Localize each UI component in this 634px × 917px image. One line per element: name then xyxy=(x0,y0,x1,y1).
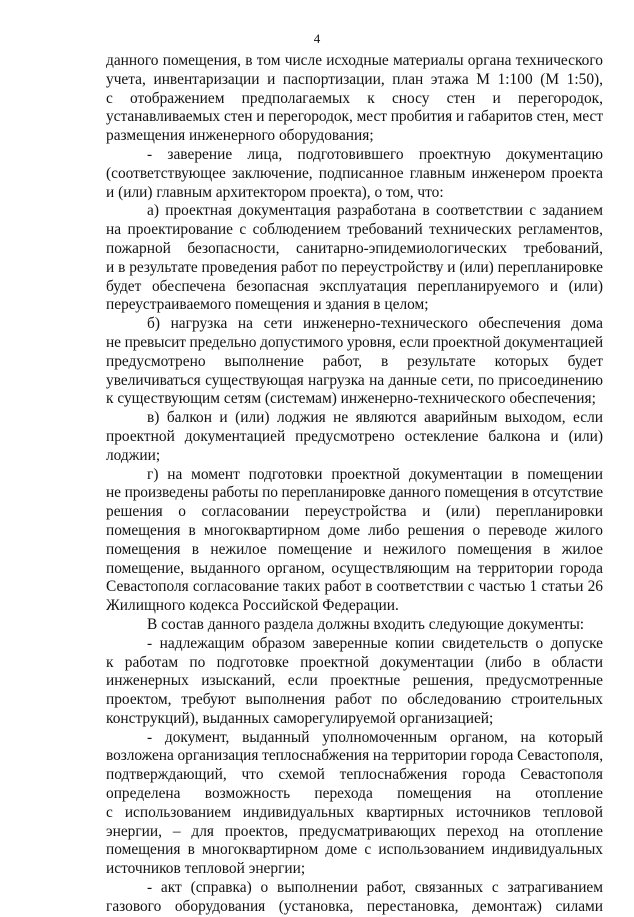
text-line: на проектирование с соблюдением требований технических регламентов, xyxy=(106,221,603,239)
text-line: к работам по подготовке проектной документации (либо в области xyxy=(106,653,603,671)
body-text xyxy=(106,52,603,917)
text-line: с отображением предполагаемых к сносу стен и перегородок, xyxy=(106,89,603,107)
text-line: проектом, требуют выполнения работ по обследованию строительных xyxy=(106,691,603,709)
text-line: данного помещения, в том числе исходные материалы органа технического xyxy=(106,52,603,69)
text-line: предусмотрено выполнение работ, в результате которых будет xyxy=(106,352,603,370)
text-line: решения о согласовании переустройства и (или) перепланировки xyxy=(106,503,603,521)
text-line: Жилищного кодекса Российской Федерации. xyxy=(106,597,399,615)
text-line: энергии, – для проектов, предусматривающих переход на отопление xyxy=(106,822,603,840)
text-line: помещение, выданного органом, осуществляющим на территории города xyxy=(106,559,603,577)
text-line: инженерных изысканий, если проектные решения, предусмотренные xyxy=(106,672,603,690)
text-line: источников тепловой энергии; xyxy=(106,860,306,878)
text-line: переустраиваемого помещения и здания в целом; xyxy=(106,296,429,314)
text-line: конструкций), выданных саморегулируемой организацией; xyxy=(106,709,494,727)
text-line: - акт (справка) о выполнении работ, связанных с затрагиванием xyxy=(147,879,603,897)
text-line: будет обеспечена безопасная эксплуатация перепланируемого и (или) xyxy=(106,277,603,295)
text-line: б) нагрузка на сети инженерно-технического обеспечения дома xyxy=(147,315,603,333)
text-line: - документ, выданный уполномоченным органом, на который xyxy=(147,728,603,746)
text-line: определена возможность перехода помещения на отопление xyxy=(106,785,603,803)
text-line: - заверение лица, подготовившего проектную документацию xyxy=(147,145,603,163)
text-line: в) балкон и (или) лоджия не являются аварийным выходом, если xyxy=(147,409,603,427)
text-line: учета, инвентаризации и паспортизации, план этажа М 1:100 (М 1:50), xyxy=(106,70,603,88)
text-line: с использованием индивидуальных квартирных источников тепловой xyxy=(106,803,603,821)
text-line: В состав данного раздела должны входить следующие документы: xyxy=(147,615,585,633)
text-line: и (или) главным архитектором проекта), о том, что: xyxy=(106,183,444,201)
text-line: помещения в многоквартирном доме с использованием индивидуальных xyxy=(106,841,603,859)
text-line: и в результате проведения работ по переустройству и (или) перепланировке xyxy=(106,258,603,276)
text-line: газового оборудования (установка, перестановка, демонтаж) силами xyxy=(106,897,603,915)
text-line: г) на момент подготовки проектной документации в помещении xyxy=(147,465,603,483)
text-line: (соответствующее заключение, подписанное главным инженером проекта xyxy=(106,164,603,182)
text-line: лоджии; xyxy=(106,446,161,464)
text-line: Севастополя согласование таких работ в соответствии с частью 1 статьи 26 xyxy=(106,578,603,596)
text-line: не произведены работы по перепланировке данного помещения в отсутствие xyxy=(106,484,603,502)
text-line: - надлежащим образом заверенные копии свидетельств о допуске xyxy=(147,634,603,652)
text-line: проектной документацией предусмотрено остекление балкона и (или) xyxy=(106,427,603,445)
text-line: размещения инженерного оборудования; xyxy=(106,127,374,145)
text-line: подтверждающий, что схемой теплоснабжения города Севастополя xyxy=(106,766,603,784)
text-line: помещения в многоквартирном доме либо решения о переводе жилого xyxy=(106,521,603,539)
text-line: увеличиваться существующая нагрузка на данные сети, по присоединению xyxy=(106,371,603,389)
text-line: пожарной безопасности, санитарно-эпидемиологических требований, xyxy=(106,239,603,257)
text-line: помещения в нежилое помещение и нежилого помещения в жилое xyxy=(106,540,603,558)
text-line: а) проектная документация разработана в соответствии с заданием xyxy=(147,202,603,220)
text-line: к существующим сетям (системам) инженерно-технического обеспечения; xyxy=(106,390,596,408)
text-line: возложена организация теплоснабжения на территории города Севастополя, xyxy=(106,747,603,765)
text-line: не превысит предельно допустимого уровня, если проектной документацией xyxy=(106,333,603,351)
text-line: устанавливаемых стен и перегородок, мест пробития и габаритов стен, мест xyxy=(106,108,604,126)
page-number: 4 xyxy=(313,31,321,46)
